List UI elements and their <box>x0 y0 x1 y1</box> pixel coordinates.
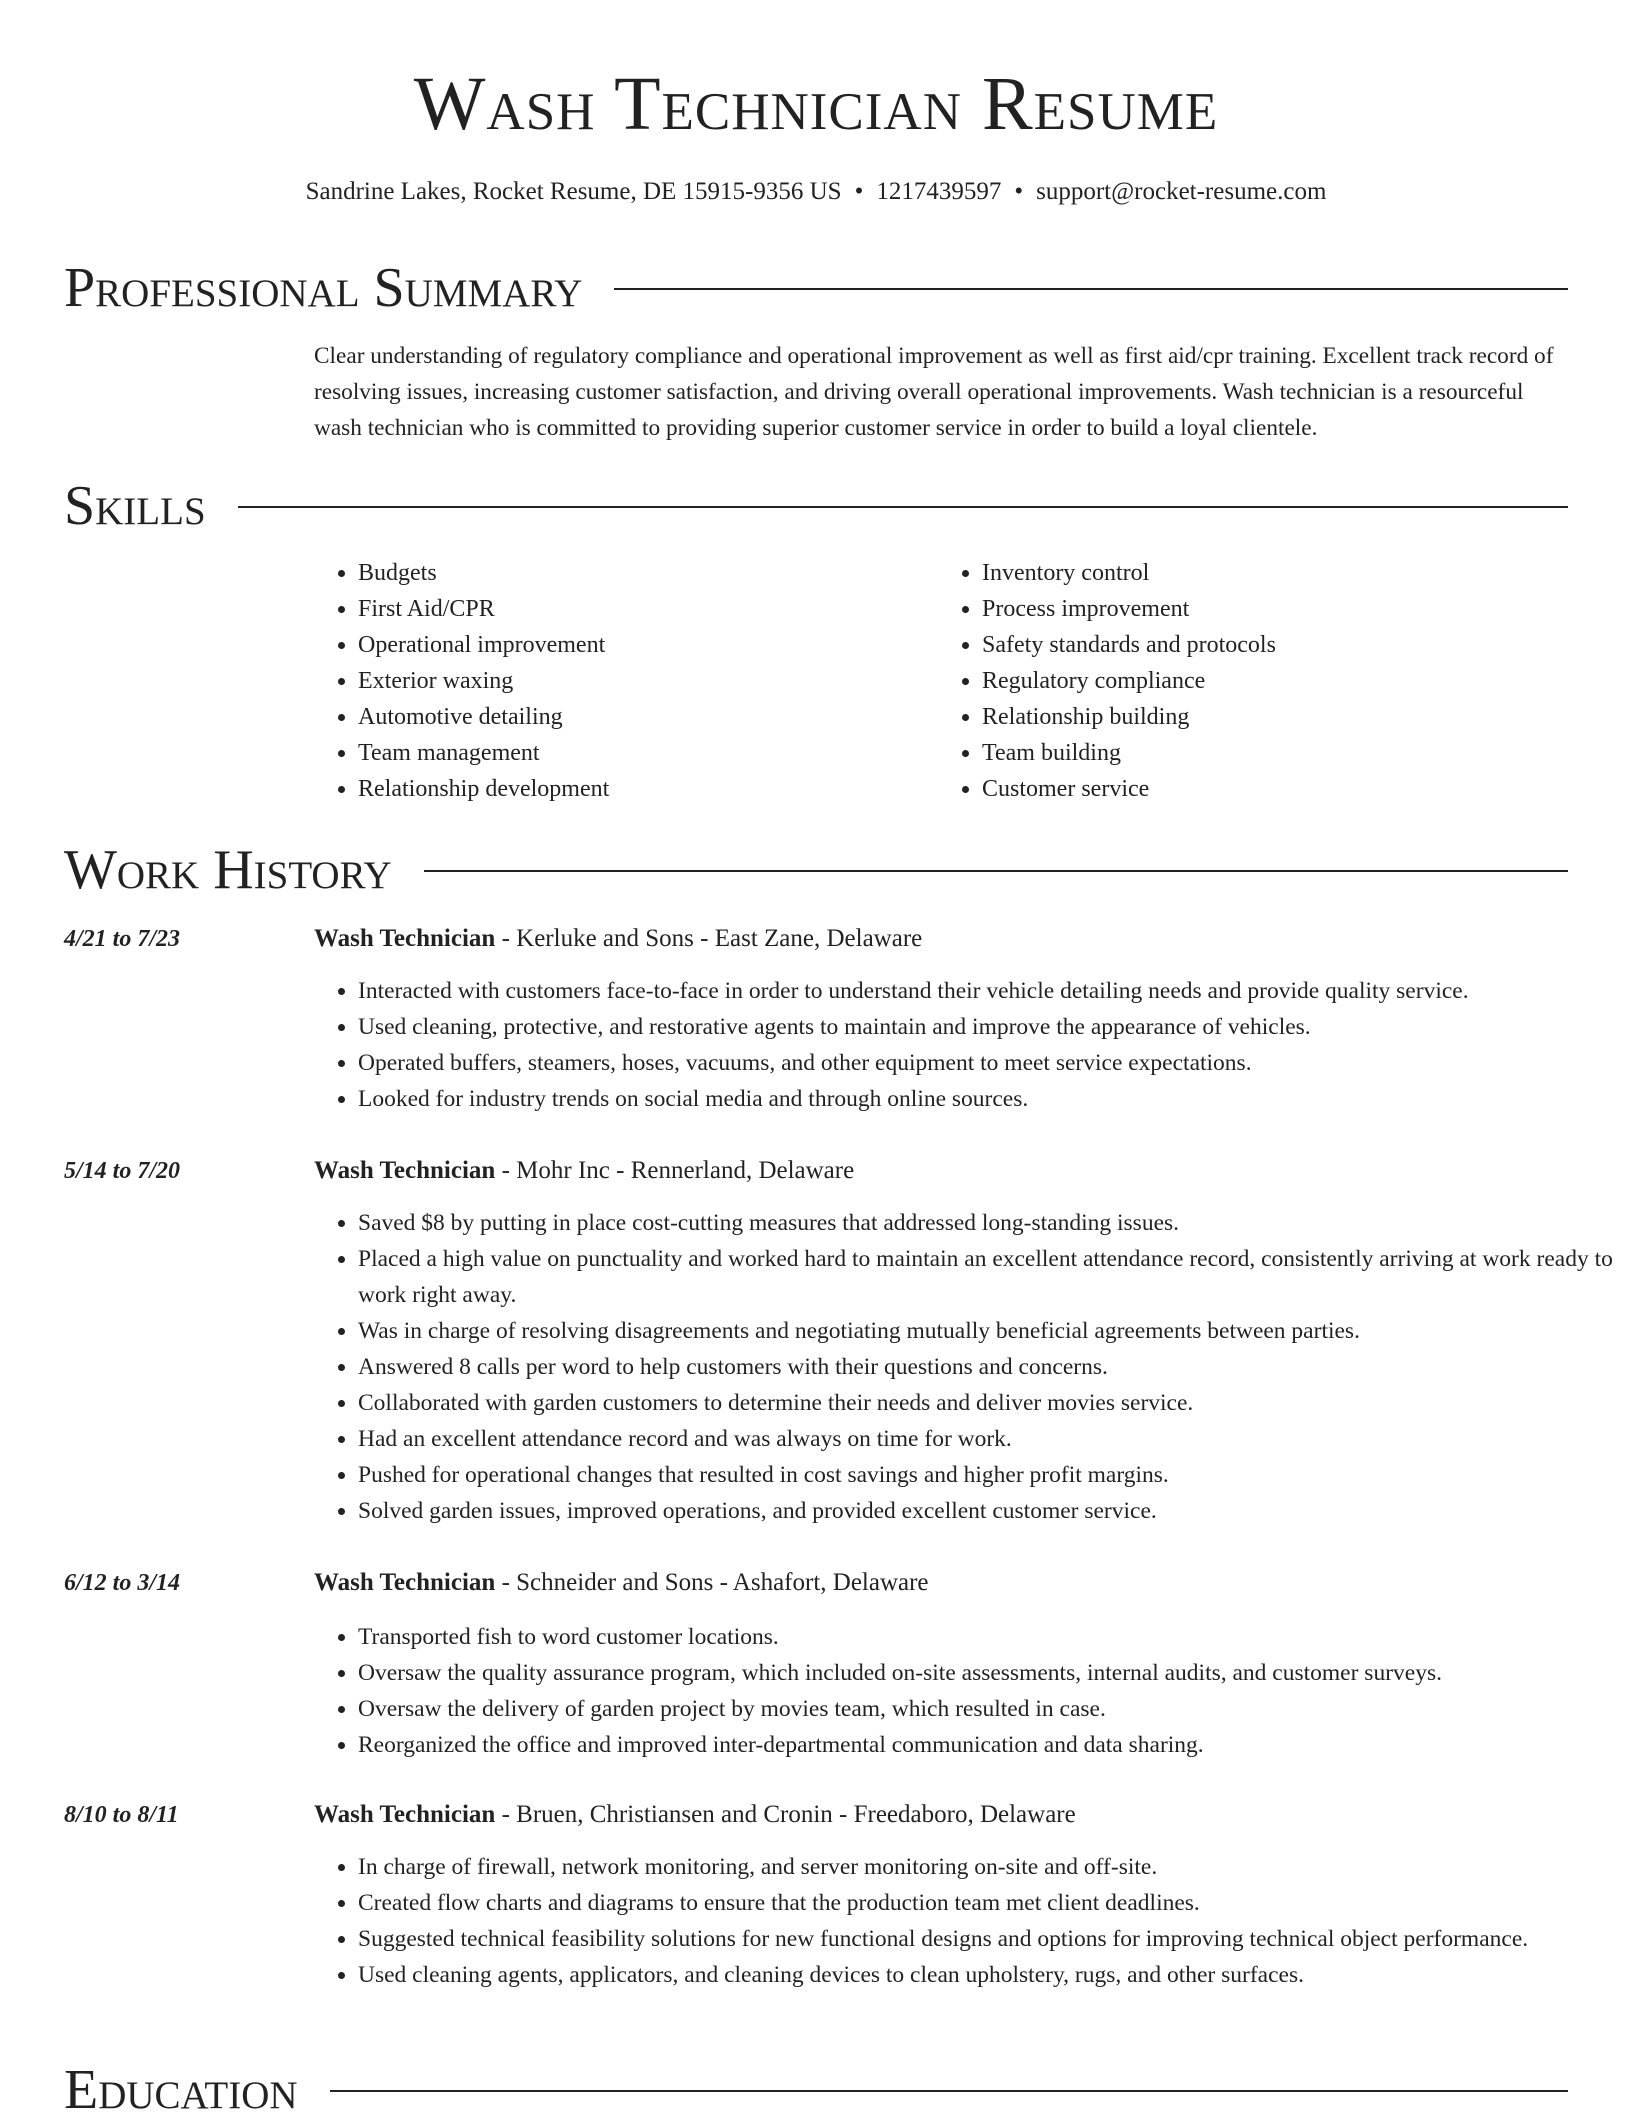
skill-item: • Relationship development <box>358 771 938 807</box>
skill-item: • Process improvement <box>982 591 1562 627</box>
skills-column-right <box>938 555 1562 807</box>
job-bullet: • Suggested technical feasibility solutions for new functional designs and options for improving technical object performance. <box>358 1921 1628 1957</box>
skill-item: • Customer service <box>982 771 1562 807</box>
job-heading <box>314 1797 1076 1833</box>
resume-title: Wash Technician Resume <box>413 62 1219 146</box>
job-bullets <box>314 1205 1628 1529</box>
job-company: - Mohr Inc - Rennerland, Delaware <box>495 1157 855 1184</box>
contact-email[interactable]: support@rocket-resume.com <box>1036 178 1327 205</box>
job-bullets <box>314 1619 1628 1763</box>
job-heading <box>314 1153 854 1189</box>
skill-item: • Automotive detailing <box>358 699 938 735</box>
job-bullet: • Answered 8 calls per word to help customers with their questions and concerns. <box>358 1349 1628 1385</box>
job-bullet: • Was in charge of resolving disagreements and negotiating mutually beneficial agreements between parties. <box>358 1313 1628 1349</box>
job-role: Wash Technician <box>314 1569 496 1596</box>
contact-line <box>0 176 1632 208</box>
job-bullet: • Used cleaning, protective, and restorative agents to maintain and improve the appearance of vehicles. <box>358 1009 1628 1045</box>
job-heading <box>314 921 922 957</box>
section-title-summary: Professional Summary <box>64 257 583 319</box>
job-bullet: • Interacted with customers face-to-face in order to understand their vehicle detailing needs and provide quality service. <box>358 973 1628 1009</box>
section-divider <box>238 506 1568 508</box>
section-divider <box>424 870 1568 872</box>
job-bullet: • Collaborated with garden customers to determine their needs and deliver movies service. <box>358 1385 1628 1421</box>
job-heading <box>314 1565 929 1601</box>
job-bullet: • Created flow charts and diagrams to ensure that the production team met client deadlines. <box>358 1885 1628 1921</box>
job-bullet: • Operated buffers, steamers, hoses, vacuums, and other equipment to meet service expectations. <box>358 1045 1628 1081</box>
job-bullets <box>314 1849 1628 1993</box>
job-bullet: • Saved $8 by putting in place cost-cutting measures that addressed long-standing issues. <box>358 1205 1628 1241</box>
section-header-summary <box>64 256 1568 320</box>
job-bullet: • In charge of firewall, network monitoring, and server monitoring on-site and off-site. <box>358 1849 1628 1885</box>
section-divider <box>614 288 1568 290</box>
job-company: - Schneider and Sons - Ashafort, Delaware <box>495 1569 929 1596</box>
skill-item: • Relationship building <box>982 699 1562 735</box>
section-header-education <box>64 2058 1568 2122</box>
contact-phone[interactable]: 1217439597 <box>876 178 1002 205</box>
skill-item: • Safety standards and protocols <box>982 627 1562 663</box>
job-bullet: • Transported fish to word customer locations. <box>358 1619 1628 1655</box>
job-bullet: • Solved garden issues, improved operations, and provided excellent customer service. <box>358 1493 1628 1529</box>
section-title-education: Education <box>64 2059 298 2121</box>
job-bullets <box>314 973 1628 1117</box>
skill-item: • Budgets <box>358 555 938 591</box>
contact-separator: • <box>1014 178 1024 205</box>
job-dates: 5/14 to 7/20 <box>64 1158 181 1184</box>
skill-item: • Operational improvement <box>358 627 938 663</box>
section-divider <box>330 2090 1568 2092</box>
job-role: Wash Technician <box>314 925 496 952</box>
section-header-skills <box>64 474 1568 538</box>
skill-item: • Team building <box>982 735 1562 771</box>
skills-list <box>314 555 1562 807</box>
job-dates: 6/12 to 3/14 <box>64 1570 181 1596</box>
job-bullet: • Pushed for operational changes that resulted in cost savings and higher profit margins. <box>358 1457 1628 1493</box>
job-bullet: • Had an excellent attendance record and was always on time for work. <box>358 1421 1628 1457</box>
section-title-work: Work History <box>64 839 392 901</box>
skill-item: • Team management <box>358 735 938 771</box>
job-bullet: • Looked for industry trends on social media and through online sources. <box>358 1081 1628 1117</box>
summary-text: Clear understanding of regulatory compliance and operational improvement as well as first aid/cpr training. Excellent track record of resolving issues, increasing customer satisfaction, and driving overall operational improvements. Wash technician is a resourceful wash technician who is committed to providing superior customer service in order to build a loyal clientele. <box>314 343 1554 441</box>
section-title-skills: Skills <box>64 475 206 537</box>
job-company: - Kerluke and Sons - East Zane, Delaware <box>495 925 923 952</box>
job-role: Wash Technician <box>314 1157 496 1184</box>
job-company: - Bruen, Christiansen and Cronin - Freedaboro, Delaware <box>495 1801 1076 1828</box>
contact-address: Sandrine Lakes, Rocket Resume, DE 15915-9356 US <box>305 178 842 205</box>
job-bullet: • Oversaw the delivery of garden project by movies team, which resulted in case. <box>358 1691 1628 1727</box>
job-bullet: • Oversaw the quality assurance program, which included on-site assessments, internal audits, and customer surveys. <box>358 1655 1628 1691</box>
job-role: Wash Technician <box>314 1801 496 1828</box>
job-bullet: • Reorganized the office and improved inter-departmental communication and data sharing. <box>358 1727 1628 1763</box>
skill-item: • First Aid/CPR <box>358 591 938 627</box>
section-header-work <box>64 838 1568 902</box>
skill-item: • Regulatory compliance <box>982 663 1562 699</box>
job-dates: 8/10 to 8/11 <box>64 1802 179 1828</box>
job-bullet: • Used cleaning agents, applicators, and cleaning devices to clean upholstery, rugs, and other surfaces. <box>358 1957 1628 1993</box>
contact-separator: • <box>854 178 864 205</box>
skills-column-left <box>314 555 938 807</box>
skill-item: • Inventory control <box>982 555 1562 591</box>
job-dates: 4/21 to 7/23 <box>64 926 181 952</box>
job-bullet: • Placed a high value on punctuality and worked hard to maintain an excellent attendance record, consistently arriving at work ready to work right away. <box>358 1241 1628 1313</box>
skill-item: • Exterior waxing <box>358 663 938 699</box>
